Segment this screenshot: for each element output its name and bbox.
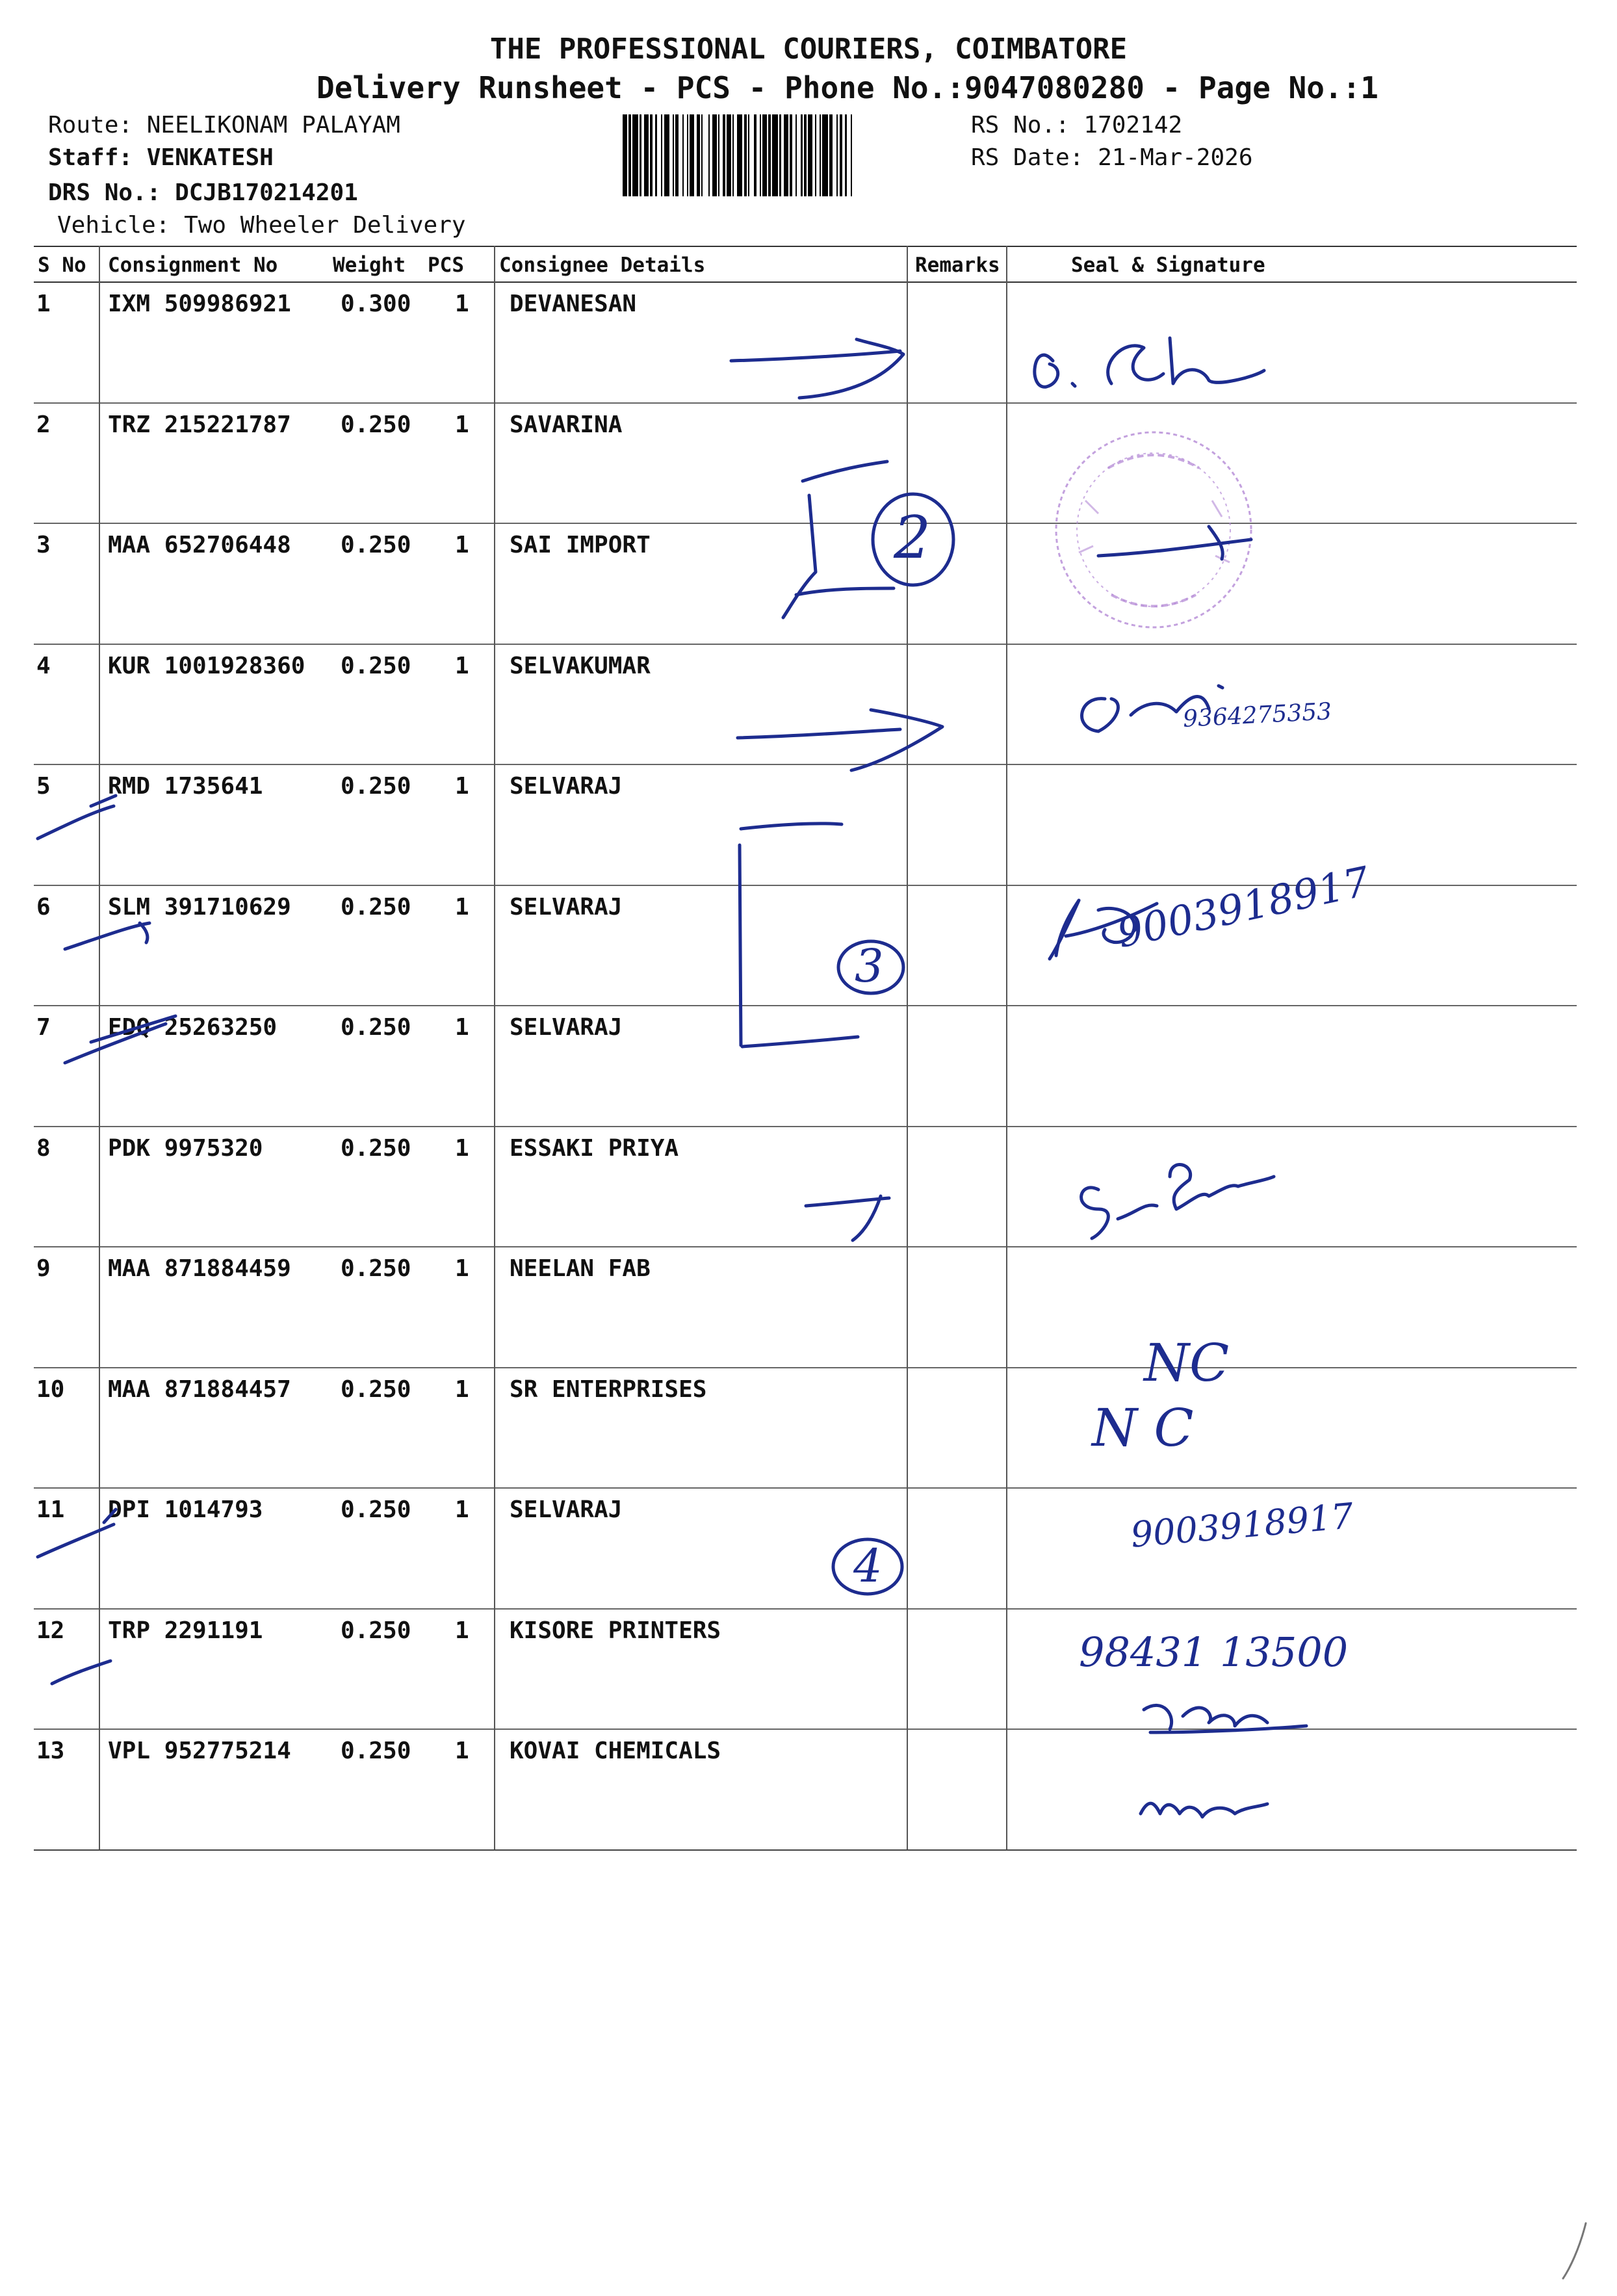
rs-no-label: RS No.:	[971, 112, 1070, 138]
pcs-cell: 1	[455, 411, 469, 438]
barcode-bar	[703, 114, 708, 196]
header-remarks: Remarks	[915, 254, 1000, 277]
consignee-cell: DEVANESAN	[510, 291, 637, 317]
sno-cell: 11	[36, 1496, 65, 1523]
barcode-bar	[727, 114, 731, 196]
rs-date-label: RS Date:	[971, 144, 1084, 171]
consignment-cell: KUR 1001928360	[108, 653, 305, 679]
weight-cell: 0.300	[341, 291, 411, 317]
barcode-bar	[690, 114, 694, 196]
consignee-cell: KOVAI CHEMICALS	[510, 1738, 721, 1764]
barcode-bar	[833, 114, 837, 196]
header-sno: S No	[38, 254, 86, 277]
row-divider	[34, 1005, 1577, 1006]
consignee-cell: KISORE PRINTERS	[510, 1617, 721, 1644]
barcode-bar	[644, 114, 649, 196]
consignment-cell: SLM 391710629	[108, 894, 291, 920]
consignment-cell: TRP 2291191	[108, 1617, 263, 1644]
vehicle-label: Vehicle:	[57, 212, 170, 239]
sno-cell: 6	[36, 894, 51, 920]
route-label: Route:	[48, 112, 133, 138]
handwritten-phone-row12: 98431 13500	[1079, 1628, 1349, 1676]
barcode-bar	[847, 114, 851, 196]
route-value: NEELIKONAM PALAYAM	[146, 112, 400, 138]
seal-stamp	[1046, 423, 1261, 637]
rs-no-line	[971, 112, 1182, 138]
header-consignment: Consignment No	[108, 254, 278, 277]
weight-cell: 0.250	[341, 1135, 411, 1162]
header-weight: Weight	[333, 254, 406, 277]
consignee-cell: SELVARAJ	[510, 1496, 623, 1523]
drs-value: DCJB170214201	[175, 179, 358, 206]
pcs-cell: 1	[455, 1014, 469, 1041]
pcs-cell: 1	[455, 894, 469, 920]
pcs-cell: 1	[455, 1738, 469, 1764]
sno-cell: 5	[36, 773, 51, 800]
rs-date-line	[971, 144, 1253, 171]
pcs-cell: 1	[455, 291, 469, 317]
pcs-cell: 1	[455, 1617, 469, 1644]
consignment-cell: TRZ 215221787	[108, 411, 291, 438]
row-divider	[34, 1608, 1577, 1610]
pcs-cell: 1	[455, 653, 469, 679]
header-pcs: PCS	[428, 254, 464, 277]
row-divider	[34, 1246, 1577, 1247]
row-divider	[34, 1849, 1577, 1851]
sno-cell: 13	[36, 1738, 65, 1764]
row-divider	[34, 246, 1577, 247]
consignee-cell: SR ENTERPRISES	[510, 1376, 707, 1403]
weight-cell: 0.250	[341, 1738, 411, 1764]
handwritten-nc-row10: N C	[1092, 1398, 1194, 1458]
sno-cell: 7	[36, 1014, 51, 1041]
consignee-cell: NEELAN FAB	[510, 1255, 651, 1282]
staff-label: Staff:	[48, 144, 133, 171]
consignment-cell: EDQ 25263250	[108, 1014, 278, 1041]
consignee-cell: SAI IMPORT	[510, 532, 651, 558]
sno-cell: 12	[36, 1617, 65, 1644]
consignee-cell: SELVARAJ	[510, 1014, 623, 1041]
barcode-bar	[808, 114, 812, 196]
consignee-cell: ESSAKI PRIYA	[510, 1135, 679, 1162]
row-divider	[34, 764, 1577, 765]
header-seal: Seal & Signature	[1071, 254, 1265, 277]
consignment-cell: MAA 652706448	[108, 532, 291, 558]
pcs-cell: 1	[455, 1255, 469, 1282]
barcode	[623, 114, 961, 196]
barcode-bar	[852, 114, 855, 196]
barcode-bar	[679, 114, 683, 196]
group-3-number: 3	[855, 939, 884, 993]
consignee-cell: SELVARAJ	[510, 773, 623, 800]
row-divider	[34, 523, 1577, 524]
consignment-cell: DPI 1014793	[108, 1496, 263, 1523]
pcs-cell: 1	[455, 773, 469, 800]
barcode-bar	[749, 114, 754, 196]
row-divider	[34, 1367, 1577, 1368]
rs-date-value: 21-Mar-2026	[1098, 144, 1253, 171]
sno-cell: 4	[36, 653, 51, 679]
sno-cell: 3	[36, 532, 51, 558]
weight-cell: 0.250	[341, 1014, 411, 1041]
weight-cell: 0.250	[341, 1617, 411, 1644]
barcode-bar	[797, 114, 801, 196]
barcode-bar	[772, 114, 778, 196]
barcode-bar	[762, 114, 767, 196]
weight-cell: 0.250	[341, 773, 411, 800]
column-divider	[1006, 246, 1007, 1849]
staff-line	[48, 144, 274, 171]
vehicle-value: Two Wheeler Delivery	[184, 212, 466, 239]
vehicle-line	[57, 212, 466, 239]
header-consignee: Consignee Details	[499, 254, 706, 277]
pcs-cell: 1	[455, 1376, 469, 1403]
barcode-bar	[664, 114, 670, 196]
weight-cell: 0.250	[341, 1496, 411, 1523]
pcs-cell: 1	[455, 532, 469, 558]
consignment-cell: VPL 952775214	[108, 1738, 291, 1764]
barcode-bar	[784, 114, 788, 196]
weight-cell: 0.250	[341, 532, 411, 558]
consignee-cell: SAVARINA	[510, 411, 623, 438]
consignee-cell: SELVAKUMAR	[510, 653, 651, 679]
barcode-bar	[657, 114, 662, 196]
consignment-cell: MAA 871884457	[108, 1376, 291, 1403]
barcode-bar	[623, 114, 627, 196]
consignment-cell: PDK 9975320	[108, 1135, 263, 1162]
handwritten-phone-row6: 9003918917	[1113, 857, 1374, 958]
barcode-bar	[632, 114, 638, 196]
barcode-bar	[737, 114, 743, 196]
consignment-cell: MAA 871884459	[108, 1255, 291, 1282]
weight-cell: 0.250	[341, 411, 411, 438]
drs-label: DRS No.:	[48, 179, 161, 206]
pcs-cell: 1	[455, 1496, 469, 1523]
rs-no-value: 1702142	[1083, 112, 1183, 138]
barcode-bar	[712, 114, 717, 196]
row-divider	[34, 402, 1577, 404]
weight-cell: 0.250	[341, 1255, 411, 1282]
sno-cell: 1	[36, 291, 51, 317]
barcode-bar	[822, 114, 828, 196]
pcs-cell: 1	[455, 1135, 469, 1162]
route-line	[48, 112, 400, 138]
row-divider	[34, 644, 1577, 645]
runsheet-subtitle: Delivery Runsheet - PCS - Phone No.:9047080280 - Page No.:1	[317, 70, 1378, 105]
weight-cell: 0.250	[341, 653, 411, 679]
consignment-cell: RMD 1735641	[108, 773, 263, 800]
company-title: THE PROFESSIONAL COURIERS, COIMBATORE	[489, 33, 1128, 66]
column-divider	[494, 246, 495, 1849]
sno-cell: 9	[36, 1255, 51, 1282]
weight-cell: 0.250	[341, 894, 411, 920]
column-divider	[907, 246, 908, 1849]
group-2-number: 2	[894, 504, 931, 572]
weight-cell: 0.250	[341, 1376, 411, 1403]
row-divider	[34, 1487, 1577, 1489]
row-divider	[34, 1729, 1577, 1730]
handwritten-nc-row9: NC	[1144, 1333, 1230, 1393]
consignment-cell: IXM 509986921	[108, 291, 291, 317]
column-divider	[99, 246, 100, 1849]
handwritten-phone-row11: 9003918917	[1129, 1495, 1356, 1556]
sno-cell: 8	[36, 1135, 51, 1162]
row-divider	[34, 281, 1577, 283]
consignee-cell: SELVARAJ	[510, 894, 623, 920]
group-4-number: 4	[853, 1539, 883, 1593]
drs-line	[48, 179, 358, 206]
staff-value: VENKATESH	[146, 144, 274, 171]
row-divider	[34, 1126, 1577, 1127]
handwritten-phone-row4: 9364275353	[1182, 698, 1332, 733]
sno-cell: 2	[36, 411, 51, 438]
sno-cell: 10	[36, 1376, 65, 1403]
